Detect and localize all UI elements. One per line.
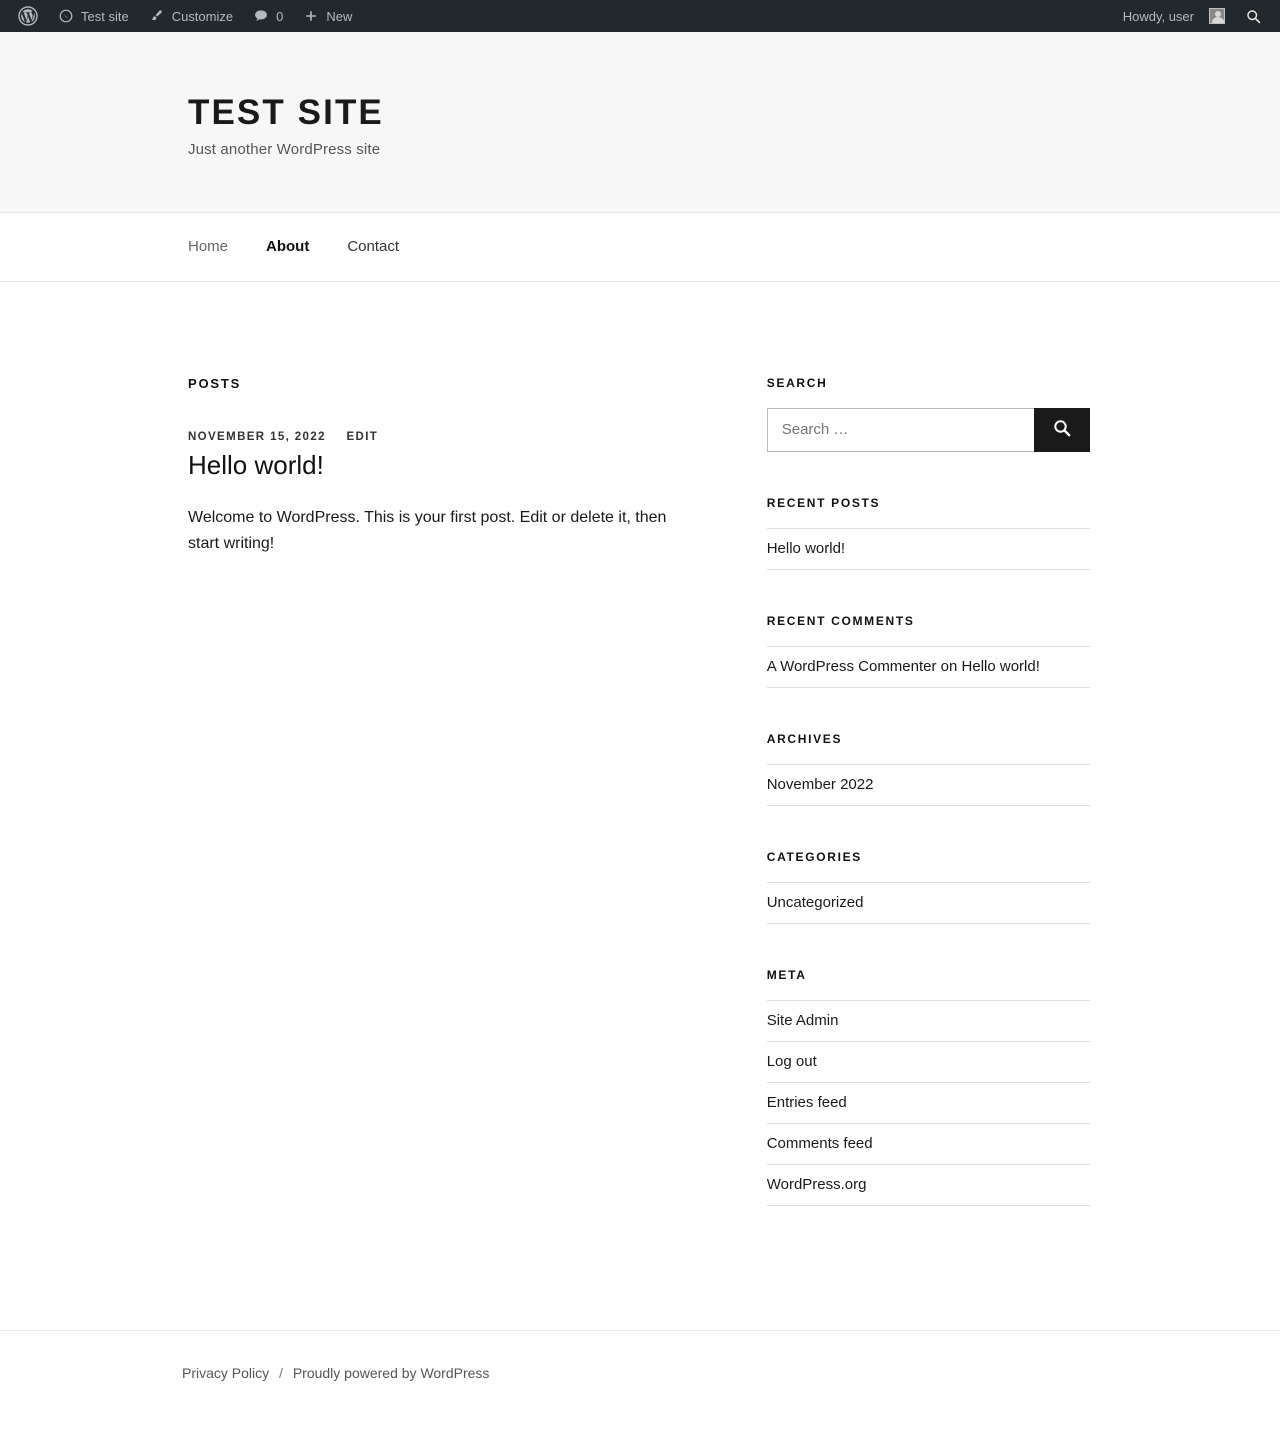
nav-item-home[interactable] bbox=[188, 238, 228, 256]
list-item[interactable] bbox=[767, 528, 1090, 570]
list-item[interactable] bbox=[767, 1083, 1090, 1124]
nav-link-contact[interactable]: Contact bbox=[347, 237, 400, 255]
avatar bbox=[1209, 8, 1225, 24]
paintbrush-icon bbox=[149, 8, 165, 24]
widget-categories bbox=[767, 850, 1090, 924]
sidebar bbox=[767, 376, 1090, 1250]
widget-archives bbox=[767, 732, 1090, 806]
archive-link[interactable]: November 2022 bbox=[766, 775, 874, 793]
search-form bbox=[767, 408, 1090, 452]
admin-bar-my-account[interactable] bbox=[1113, 0, 1235, 32]
widget-meta bbox=[767, 968, 1090, 1206]
site-header bbox=[0, 32, 1280, 213]
search-icon bbox=[1245, 8, 1262, 25]
list-item[interactable] bbox=[767, 882, 1090, 924]
nav-link-home[interactable]: Home bbox=[188, 237, 229, 255]
admin-bar-customize-label: Customize bbox=[171, 8, 234, 24]
search-icon bbox=[1052, 418, 1072, 441]
footer-content bbox=[0, 1365, 1280, 1381]
comment-post-link[interactable]: Hello world! bbox=[961, 657, 1040, 675]
admin-bar-comments-count: 0 bbox=[276, 8, 284, 24]
post-date-link[interactable]: NOVEMBER 15, 2022 bbox=[188, 430, 326, 443]
widget-categories-title: CATEGORIES bbox=[766, 849, 862, 864]
widget-recent-posts bbox=[767, 496, 1090, 570]
admin-bar-site-name-label: Test site bbox=[81, 8, 129, 24]
post-meta bbox=[188, 431, 767, 443]
widget-archives-title: ARCHIVES bbox=[766, 731, 843, 746]
meta-link-site-admin[interactable]: Site Admin bbox=[766, 1011, 839, 1029]
widget-meta-title: META bbox=[766, 967, 807, 982]
post-excerpt: Welcome to WordPress. This is your first post. Edit or delete it, then start writing! bbox=[188, 509, 667, 553]
search-submit-button[interactable] bbox=[1034, 408, 1090, 452]
admin-bar-search-toggle[interactable] bbox=[1235, 0, 1272, 32]
comment-bubble-icon bbox=[253, 8, 269, 24]
site-description: Just another WordPress site bbox=[188, 140, 381, 158]
admin-bar-new-content[interactable] bbox=[293, 0, 362, 32]
list-item[interactable] bbox=[767, 764, 1090, 806]
admin-bar-wp-logo[interactable] bbox=[8, 0, 48, 32]
wordpress-credit-link[interactable]: Proudly powered by WordPress bbox=[292, 1364, 490, 1381]
list-item[interactable] bbox=[767, 646, 1090, 688]
widget-recent-posts-title: RECENT POSTS bbox=[766, 495, 881, 510]
list-item[interactable] bbox=[767, 1124, 1090, 1165]
category-link[interactable]: Uncategorized bbox=[766, 893, 864, 911]
plus-icon bbox=[303, 8, 319, 24]
meta-link-comments-feed[interactable]: Comments feed bbox=[766, 1134, 873, 1152]
widget-search-title: SEARCH bbox=[766, 375, 828, 390]
list-item[interactable] bbox=[767, 1000, 1090, 1042]
post-content bbox=[188, 505, 767, 558]
comment-connector: on bbox=[940, 657, 958, 675]
recent-post-link[interactable]: Hello world! bbox=[766, 539, 846, 557]
post-title-text: Hello world! bbox=[188, 449, 324, 480]
nav-item-about[interactable] bbox=[266, 238, 309, 256]
admin-bar-howdy-label: Howdy, user bbox=[1122, 8, 1194, 24]
admin-bar-new-label: New bbox=[326, 8, 353, 24]
wordpress-logo-icon bbox=[18, 6, 38, 26]
page-title[interactable]: TEST SITE bbox=[188, 93, 384, 132]
widget-search bbox=[767, 376, 1090, 452]
comment-author-link[interactable]: A WordPress Commenter bbox=[766, 657, 937, 675]
admin-bar-comments[interactable] bbox=[243, 0, 293, 32]
posts-heading: POSTS bbox=[188, 375, 242, 391]
meta-link-log-out[interactable]: Log out bbox=[766, 1052, 817, 1070]
admin-bar bbox=[0, 0, 1280, 32]
dashboard-icon bbox=[58, 8, 74, 24]
nav-item-contact[interactable] bbox=[347, 238, 399, 256]
list-item[interactable] bbox=[767, 1165, 1090, 1206]
main-content bbox=[188, 376, 767, 1250]
footer-separator: / bbox=[279, 1364, 283, 1381]
nav-link-about[interactable]: About bbox=[266, 237, 310, 255]
privacy-policy-link[interactable]: Privacy Policy bbox=[182, 1364, 270, 1381]
meta-link-entries-feed[interactable]: Entries feed bbox=[766, 1093, 847, 1111]
admin-bar-right-group bbox=[1113, 0, 1272, 32]
widget-recent-comments-title: RECENT COMMENTS bbox=[766, 613, 915, 628]
list-item[interactable] bbox=[767, 1042, 1090, 1083]
meta-link-wordpress-org[interactable]: WordPress.org bbox=[766, 1175, 867, 1193]
post-title[interactable] bbox=[188, 449, 767, 482]
post-article bbox=[188, 431, 767, 558]
admin-bar-customize[interactable] bbox=[139, 0, 243, 32]
post-edit-link[interactable]: EDIT bbox=[346, 430, 379, 443]
admin-bar-site-name[interactable] bbox=[48, 0, 139, 32]
content-area bbox=[0, 282, 1280, 1250]
search-input[interactable] bbox=[767, 408, 1034, 452]
widget-recent-comments bbox=[767, 614, 1090, 688]
site-footer bbox=[0, 1330, 1280, 1421]
primary-navigation bbox=[0, 213, 1280, 282]
